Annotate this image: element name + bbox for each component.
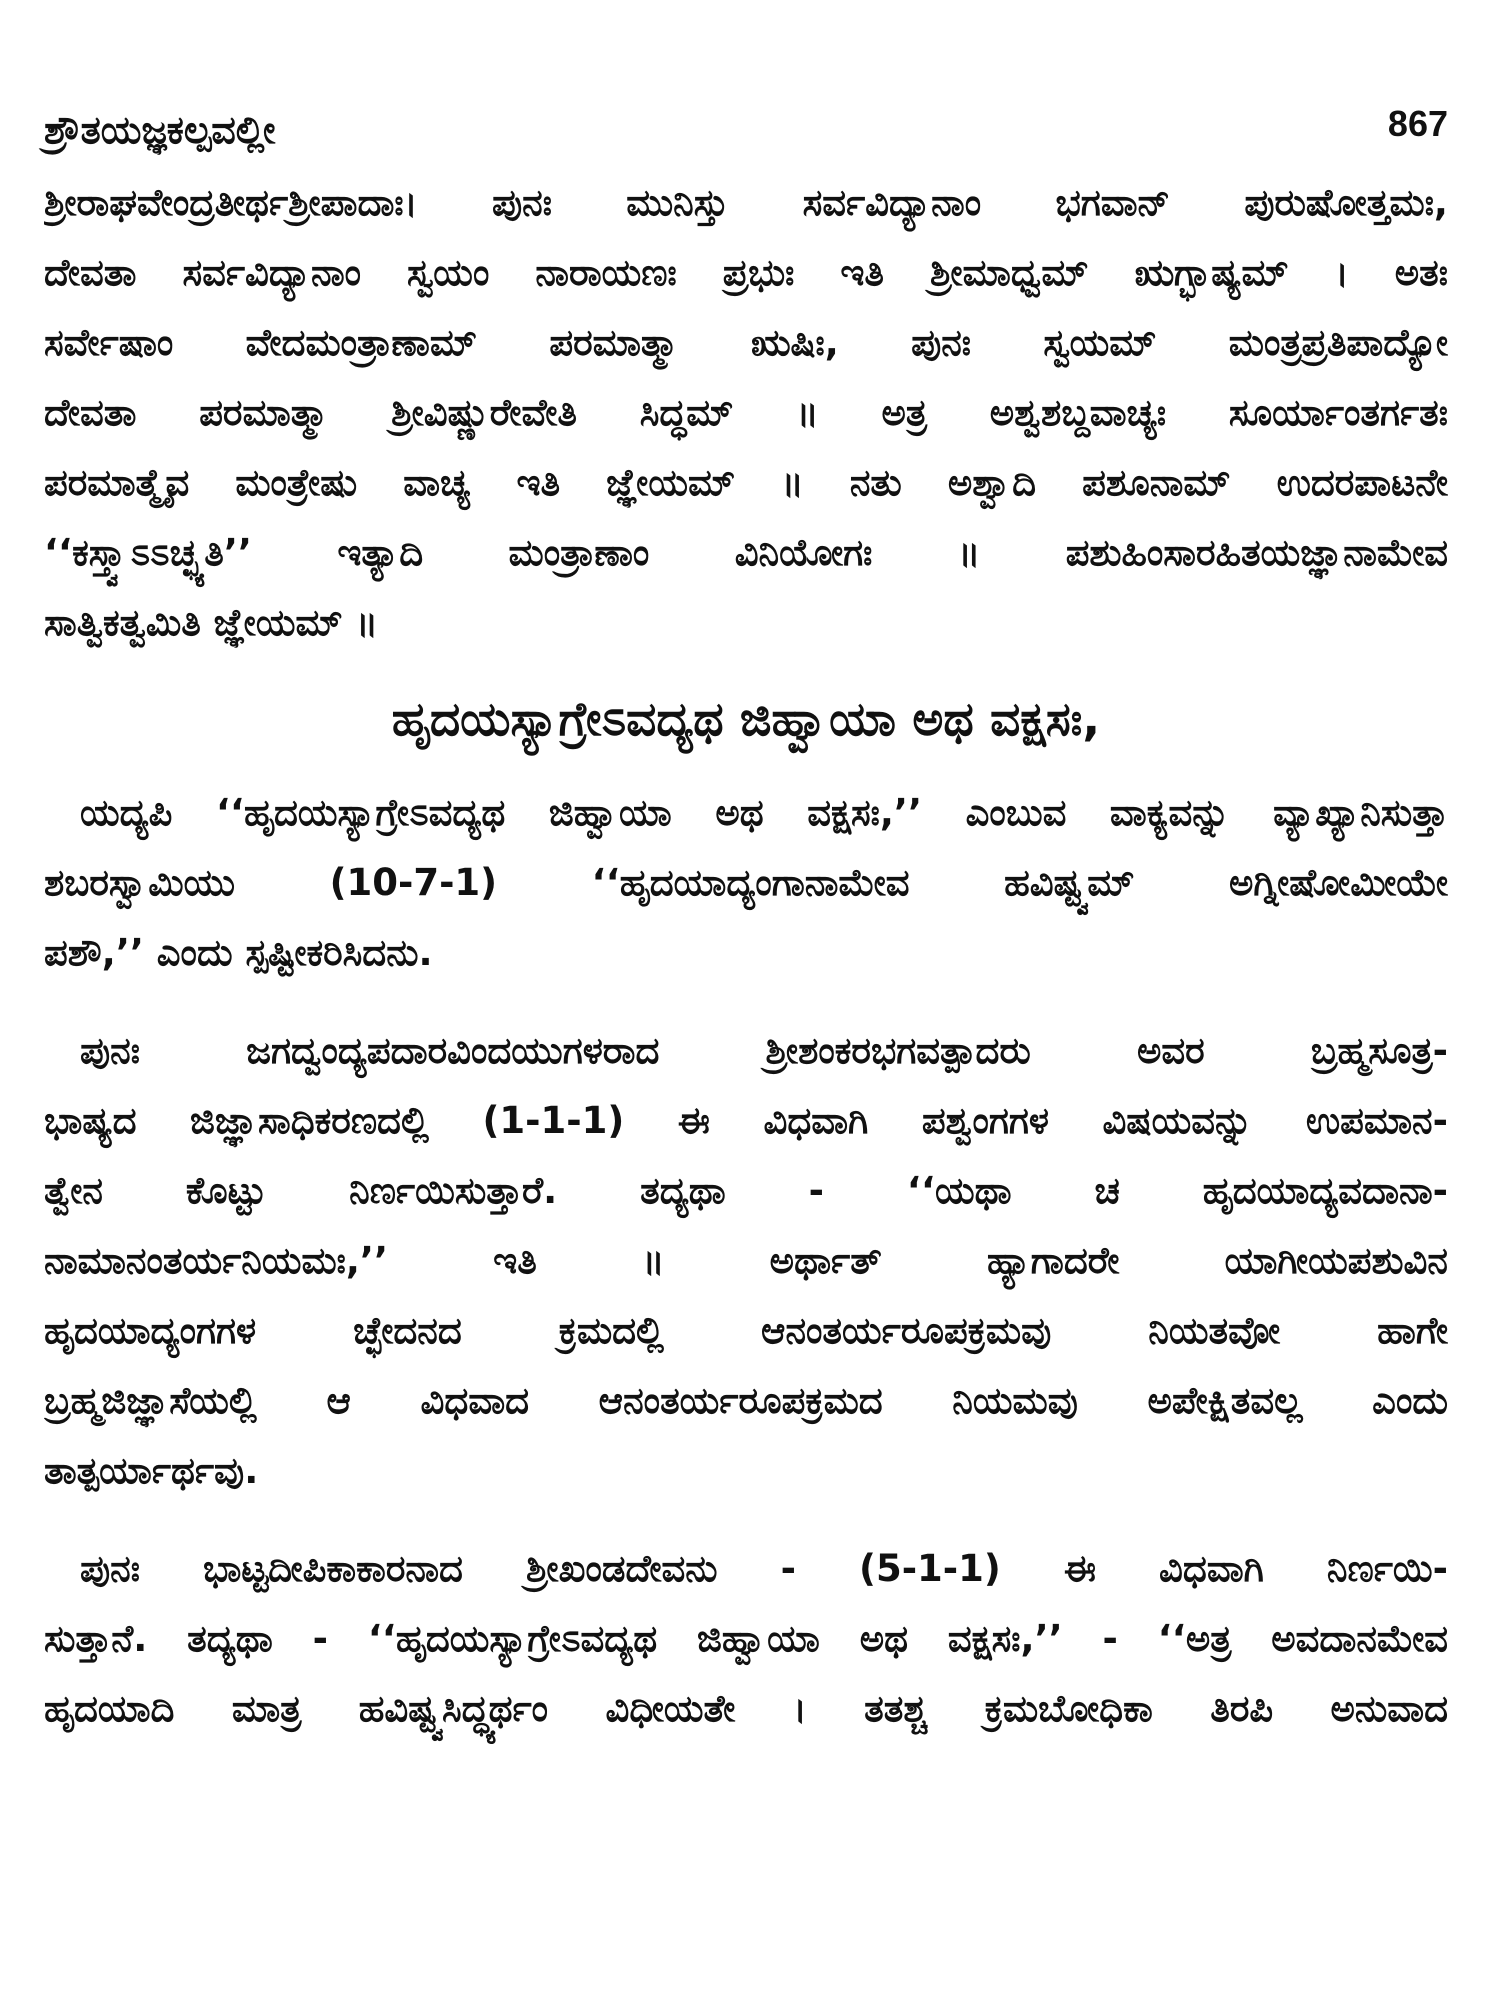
text-line: ಹೃದಯಾದಿ ಮಾತ್ರ ಹವಿಷ್ಟ್ವಸಿದ್ಧ್ಯರ್ಥಂ ವಿಧೀಯತೇ । ತತಶ್ಚ ಕ್ರಮಬೋಧಿಕಾ ತಿರಪಿ ಅನುವಾದ	[44, 1687, 1448, 1730]
text-line: ಸಾತ್ವಿಕತ್ವಮಿತಿ ಜ್ಞೇಯಮ್ ॥	[44, 601, 379, 644]
book-page	[44, 92, 1490, 1972]
continued-text-block	[44, 168, 1448, 658]
text-line: ಪರಮಾತ್ಮೈವ ಮಂತ್ರೇಷು ವಾಚ್ಯ ಇತಿ ಜ್ಞೇಯಮ್ ॥ ನತು ಅಶ್ವಾದಿ ಪಶೂನಾಮ್ ಉದರಪಾಟನೇ	[44, 461, 1448, 504]
section-heading: ಹೃದಯಸ್ಯಾಗ್ರೇಽವದ್ಯಥ ಜಿಹ್ವಾಯಾ ಅಥ ವಕ್ಷಸಃ,	[391, 692, 1101, 747]
page-number: 867	[1387, 103, 1448, 144]
text-line: ದೇವತಾ ಸರ್ವವಿದ್ಯಾನಾಂ ಸ್ವಯಂ ನಾರಾಯಣಃ ಪ್ರಭುಃ ಇತಿ ಶ್ರೀಮಾಧ್ವಮ್ ಋಗ್ಭಾಷ್ಯಮ್ । ಅತಃ	[44, 251, 1448, 294]
text-line: ಬ್ರಹ್ಮಜಿಜ್ಞಾಸೆಯಲ್ಲಿ ಆ ವಿಧವಾದ ಆನಂತರ್ಯರೂಪಕ್ರಮದ ನಿಯಮವು ಅಪೇಕ್ಷಿತವಲ್ಲ ಎಂದು	[44, 1379, 1448, 1422]
paragraph-3	[44, 1534, 1448, 1744]
text-line: ಭಾಷ್ಯದ ಜಿಜ್ಞಾಸಾಧಿಕರಣದಲ್ಲಿ (1-1-1) ಈ ವಿಧವಾಗಿ ಪಶ್ವಂಗಗಳ ವಿಷಯವನ್ನು ಉಪಮಾನ-	[44, 1099, 1448, 1142]
text-line: ಶಬರಸ್ವಾಮಿಯು (10-7-1) ‘‘ಹೃದಯಾದ್ಯಂಗಾನಾಮೇವ ಹವಿಷ್ಟ್ವಮ್ ಅಗ್ನೀಷೋಮೀಯೇ	[44, 861, 1448, 904]
text-line: ದೇವತಾ ಪರಮಾತ್ಮಾ ಶ್ರೀವಿಷ್ಣುರೇವೇತಿ ಸಿದ್ಧಮ್ ॥ ಅತ್ರ ಅಶ್ವಶಬ್ದವಾಚ್ಯಃ ಸೂರ್ಯಾಂತರ್ಗತಃ	[44, 391, 1448, 434]
text-line: ಪಶೌ,’’ ಎಂದು ಸ್ಪಷ್ಟೀಕರಿಸಿದನು.	[44, 931, 433, 974]
text-line: ತಾತ್ಪರ್ಯಾರ್ಥವು.	[44, 1449, 259, 1492]
text-line: ಪುನಃ ಭಾಟ್ಟದೀಪಿಕಾಕಾರನಾದ ಶ್ರೀಖಂಡದೇವನು - (5-1-1) ಈ ವಿಧವಾಗಿ ನಿರ್ಣಯಿ-	[80, 1547, 1448, 1590]
text-line: ಹೃದಯಾದ್ಯಂಗಗಳ ಚ್ಛೇದನದ ಕ್ರಮದಲ್ಲಿ ಆನಂತರ್ಯರೂಪಕ್ರಮವು ನಿಯತವೋ ಹಾಗೇ	[44, 1309, 1448, 1352]
running-header	[44, 92, 1490, 168]
book-title: ಶ್ರೌತಯಜ್ಞಕಲ್ಪವಲ್ಲೀ	[44, 108, 276, 152]
text-line: ಯದ್ಯಪಿ ‘‘ಹೃದಯಸ್ಯಾಗ್ರೇಽವದ್ಯಥ ಜಿಹ್ವಾಯಾ ಅಥ ವಕ್ಷಸಃ,’’ ಎಂಬುವ ವಾಕ್ಯವನ್ನು ವ್ಯಾಖ್ಯಾನಿಸುತ್ತಾ	[80, 791, 1448, 834]
paragraph-2	[44, 1016, 1448, 1506]
text-line: ಸುತ್ತಾನೆ. ತದ್ಯಥಾ - ‘‘ಹೃದಯಸ್ಯಾಗ್ರೇಽವದ್ಯಥ ಜಿಹ್ವಾಯಾ ಅಥ ವಕ್ಷಸಃ,’’ - ‘‘ಅತ್ರ ಅವದಾನಮೇವ	[44, 1617, 1448, 1660]
text-line: ತ್ವೇನ ಕೊಟ್ಟು ನಿರ್ಣಯಿಸುತ್ತಾರೆ. ತದ್ಯಥಾ - ‘‘ಯಥಾ ಚ ಹೃದಯಾದ್ಯವದಾನಾ-	[44, 1169, 1448, 1212]
text-line: ನಾಮಾನಂತರ್ಯನಿಯಮಃ,’’ ಇತಿ ॥ ಅರ್ಥಾತ್ ಹ್ಯಾಗಾದರೇ ಯಾಗೀಯಪಶುವಿನ	[44, 1239, 1448, 1282]
text-line: ಸರ್ವೇಷಾಂ ವೇದಮಂತ್ರಾಣಾಮ್ ಪರಮಾತ್ಮಾ ಋಷಿಃ, ಪುನಃ ಸ್ವಯಮ್ ಮಂತ್ರಪ್ರತಿಪಾದ್ಯೋ	[44, 321, 1448, 364]
text-line: ಪುನಃ ಜಗದ್ವಂದ್ಯಪದಾರವಿಂದಯುಗಳರಾದ ಶ್ರೀಶಂಕರಭಗವತ್ಪಾದರು ಅವರ ಬ್ರಹ್ಮಸೂತ್ರ-	[80, 1029, 1448, 1072]
text-line: ‘‘ಕಸ್ತ್ವಾಽಽಚ್ಛ್ಯತಿ’’ ಇತ್ಯಾದಿ ಮಂತ್ರಾಣಾಂ ವಿನಿಯೋಗಃ ॥ ಪಶುಹಿಂಸಾರಹಿತಯಜ್ಞಾನಾಮೇವ	[44, 531, 1448, 574]
text-line: ಶ್ರೀರಾಘವೇಂದ್ರತೀರ್ಥಶ್ರೀಪಾದಾಃ। ಪುನಃ ಮುನಿಸ್ತು ಸರ್ವವಿದ್ಯಾನಾಂ ಭಗವಾನ್ ಪುರುಷೋತ್ತಮಃ,	[44, 181, 1448, 224]
paragraph-1	[44, 778, 1448, 988]
